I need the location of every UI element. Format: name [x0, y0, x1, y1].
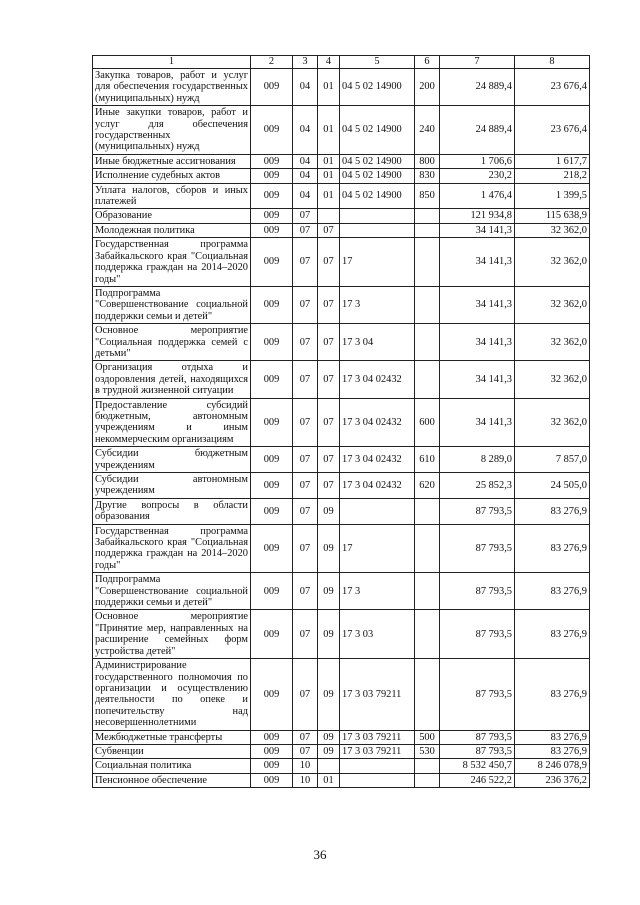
header-row — [93, 56, 590, 69]
table-row — [93, 324, 590, 361]
subsection-code-cell: 01 — [318, 69, 340, 106]
table-row — [93, 361, 590, 398]
amount-col8-cell: 32 362,0 — [515, 324, 590, 361]
amount-col8-cell: 218,2 — [515, 169, 590, 183]
subsection-code-cell: 07 — [318, 473, 340, 499]
row-name-cell: Субвенции — [93, 744, 251, 758]
subsection-code-cell: 01 — [318, 106, 340, 155]
amount-col7-cell: 87 793,5 — [440, 498, 515, 524]
section-code-cell: 04 — [293, 169, 318, 183]
section-code-cell: 07 — [293, 659, 318, 730]
amount-col7-cell: 87 793,5 — [440, 730, 515, 744]
ministry-code-cell: 009 — [251, 759, 293, 773]
target-article-cell: 04 5 02 14900 — [340, 154, 415, 168]
page-number: 36 — [313, 847, 327, 862]
target-article-cell: 04 5 02 14900 — [340, 183, 415, 209]
section-code-cell: 07 — [293, 744, 318, 758]
section-code-cell: 10 — [293, 759, 318, 773]
ministry-code-cell: 009 — [251, 154, 293, 168]
target-article-cell: 17 3 04 02432 — [340, 398, 415, 447]
section-code-cell: 07 — [293, 286, 318, 323]
row-name-cell: Пенсионное обеспечение — [93, 773, 251, 787]
expense-type-cell: 600 — [415, 398, 440, 447]
amount-col8-cell: 7 857,0 — [515, 447, 590, 473]
expense-type-cell — [415, 610, 440, 659]
table-row — [93, 773, 590, 787]
amount-col8-cell: 83 276,9 — [515, 573, 590, 610]
subsection-code-cell: 07 — [318, 398, 340, 447]
amount-col7-cell: 121 934,8 — [440, 209, 515, 223]
ministry-code-cell: 009 — [251, 106, 293, 155]
subsection-code-cell: 09 — [318, 498, 340, 524]
subsection-code-cell: 07 — [318, 286, 340, 323]
expense-type-cell: 500 — [415, 730, 440, 744]
subsection-code-cell: 09 — [318, 524, 340, 573]
amount-col7-cell: 87 793,5 — [440, 524, 515, 573]
amount-col8-cell: 32 362,0 — [515, 398, 590, 447]
target-article-cell: 17 — [340, 238, 415, 287]
amount-col7-cell: 24 889,4 — [440, 69, 515, 106]
target-article-cell: 04 5 02 14900 — [340, 169, 415, 183]
section-code-cell: 07 — [293, 473, 318, 499]
ministry-code-cell: 009 — [251, 238, 293, 287]
table-row — [93, 744, 590, 758]
section-code-cell: 07 — [293, 324, 318, 361]
expense-type-cell: 200 — [415, 69, 440, 106]
section-code-cell: 04 — [293, 183, 318, 209]
table-body — [93, 56, 590, 788]
subsection-code-cell: 01 — [318, 169, 340, 183]
row-name-cell: Субсидии автономным учреждениям — [93, 473, 251, 499]
amount-col8-cell: 23 676,4 — [515, 69, 590, 106]
row-name-cell: Социальная политика — [93, 759, 251, 773]
expense-type-cell — [415, 209, 440, 223]
section-code-cell: 07 — [293, 730, 318, 744]
subsection-code-cell: 09 — [318, 659, 340, 730]
target-article-cell: 17 — [340, 524, 415, 573]
section-code-cell: 07 — [293, 361, 318, 398]
table-row — [93, 223, 590, 237]
target-article-cell: 17 3 03 79211 — [340, 744, 415, 758]
row-name-cell: Государственная программа Забайкальского края "Социальная поддержка граждан на 2014–2020 годы" — [93, 524, 251, 573]
subsection-code-cell — [318, 209, 340, 223]
ministry-code-cell: 009 — [251, 361, 293, 398]
ministry-code-cell: 009 — [251, 286, 293, 323]
subsection-code-cell: 01 — [318, 154, 340, 168]
amount-col7-cell: 87 793,5 — [440, 610, 515, 659]
amount-col8-cell: 83 276,9 — [515, 659, 590, 730]
ministry-code-cell: 009 — [251, 573, 293, 610]
target-article-cell — [340, 773, 415, 787]
target-article-cell: 17 3 04 02432 — [340, 473, 415, 499]
amount-col7-cell: 8 289,0 — [440, 447, 515, 473]
amount-col7-cell: 8 532 450,7 — [440, 759, 515, 773]
header-cell: 6 — [415, 56, 440, 69]
amount-col8-cell: 83 276,9 — [515, 498, 590, 524]
ministry-code-cell: 009 — [251, 183, 293, 209]
table-row — [93, 473, 590, 499]
amount-col8-cell: 24 505,0 — [515, 473, 590, 499]
table-row — [93, 209, 590, 223]
table-row — [93, 238, 590, 287]
row-name-cell: Субсидии бюджетным учреждениям — [93, 447, 251, 473]
ministry-code-cell: 009 — [251, 659, 293, 730]
subsection-code-cell: 07 — [318, 238, 340, 287]
section-code-cell: 07 — [293, 610, 318, 659]
section-code-cell: 07 — [293, 524, 318, 573]
budget-table — [92, 55, 590, 788]
row-name-cell: Другие вопросы в области образования — [93, 498, 251, 524]
amount-col8-cell: 83 276,9 — [515, 524, 590, 573]
table-row — [93, 286, 590, 323]
ministry-code-cell: 009 — [251, 610, 293, 659]
table-row — [93, 573, 590, 610]
expense-type-cell — [415, 324, 440, 361]
amount-col8-cell: 83 276,9 — [515, 610, 590, 659]
expense-type-cell — [415, 524, 440, 573]
target-article-cell: 17 3 04 02432 — [340, 447, 415, 473]
table-row — [93, 106, 590, 155]
expense-type-cell: 800 — [415, 154, 440, 168]
expense-type-cell: 530 — [415, 744, 440, 758]
expense-type-cell — [415, 773, 440, 787]
expense-type-cell: 830 — [415, 169, 440, 183]
expense-type-cell — [415, 361, 440, 398]
amount-col7-cell: 34 141,3 — [440, 238, 515, 287]
subsection-code-cell: 07 — [318, 447, 340, 473]
expense-type-cell: 620 — [415, 473, 440, 499]
ministry-code-cell: 009 — [251, 398, 293, 447]
ministry-code-cell: 009 — [251, 524, 293, 573]
subsection-code-cell: 01 — [318, 773, 340, 787]
expense-type-cell — [415, 286, 440, 323]
header-cell: 4 — [318, 56, 340, 69]
section-code-cell: 07 — [293, 223, 318, 237]
target-article-cell: 17 3 — [340, 286, 415, 323]
amount-col7-cell: 1 476,4 — [440, 183, 515, 209]
section-code-cell: 07 — [293, 209, 318, 223]
header-cell: 2 — [251, 56, 293, 69]
target-article-cell: 17 3 03 79211 — [340, 730, 415, 744]
row-name-cell: Молодежная политика — [93, 223, 251, 237]
subsection-code-cell: 09 — [318, 744, 340, 758]
amount-col8-cell: 83 276,9 — [515, 730, 590, 744]
amount-col8-cell: 32 362,0 — [515, 286, 590, 323]
table-row — [93, 398, 590, 447]
amount-col7-cell: 246 522,2 — [440, 773, 515, 787]
amount-col7-cell: 34 141,3 — [440, 398, 515, 447]
amount-col8-cell: 1 399,5 — [515, 183, 590, 209]
ministry-code-cell: 009 — [251, 209, 293, 223]
ministry-code-cell: 009 — [251, 730, 293, 744]
header-cell: 8 — [515, 56, 590, 69]
row-name-cell: Предоставление субсидий бюджетным, автономным учреждениям и иным некоммерческим организациям — [93, 398, 251, 447]
amount-col8-cell: 23 676,4 — [515, 106, 590, 155]
table-row — [93, 154, 590, 168]
row-name-cell: Организация отдыха и оздоровления детей, находящихся в трудной жизненной ситуации — [93, 361, 251, 398]
amount-col7-cell: 34 141,3 — [440, 361, 515, 398]
section-code-cell: 04 — [293, 69, 318, 106]
table-row — [93, 610, 590, 659]
table-row — [93, 183, 590, 209]
ministry-code-cell: 009 — [251, 324, 293, 361]
amount-col7-cell: 24 889,4 — [440, 106, 515, 155]
target-article-cell — [340, 223, 415, 237]
target-article-cell: 04 5 02 14900 — [340, 69, 415, 106]
subsection-code-cell: 07 — [318, 361, 340, 398]
row-name-cell: Основное мероприятие "Принятие мер, направленных на расширение семейных форм устройства детей" — [93, 610, 251, 659]
ministry-code-cell: 009 — [251, 744, 293, 758]
amount-col7-cell: 34 141,3 — [440, 223, 515, 237]
table-row — [93, 524, 590, 573]
target-article-cell — [340, 209, 415, 223]
target-article-cell: 17 3 — [340, 573, 415, 610]
section-code-cell: 07 — [293, 447, 318, 473]
expense-type-cell: 850 — [415, 183, 440, 209]
target-article-cell: 17 3 04 — [340, 324, 415, 361]
section-code-cell: 07 — [293, 498, 318, 524]
table-row — [93, 659, 590, 730]
subsection-code-cell: 09 — [318, 610, 340, 659]
table-row — [93, 69, 590, 106]
subsection-code-cell — [318, 759, 340, 773]
row-name-cell: Исполнение судебных актов — [93, 169, 251, 183]
section-code-cell: 04 — [293, 154, 318, 168]
row-name-cell: Закупка товаров, работ и услуг для обеспечения государственных (муниципальных) нужд — [93, 69, 251, 106]
subsection-code-cell: 09 — [318, 730, 340, 744]
row-name-cell: Образование — [93, 209, 251, 223]
target-article-cell: 17 3 03 — [340, 610, 415, 659]
ministry-code-cell: 009 — [251, 773, 293, 787]
amount-col7-cell: 87 793,5 — [440, 744, 515, 758]
row-name-cell: Администрирование государственного полномочия по организации и осуществлению деятельности по опеке и попечительству над несовершеннолетними — [93, 659, 251, 730]
expense-type-cell — [415, 659, 440, 730]
amount-col7-cell: 87 793,5 — [440, 573, 515, 610]
header-cell: 1 — [93, 56, 251, 69]
amount-col8-cell: 32 362,0 — [515, 223, 590, 237]
row-name-cell: Подпрограмма "Совершенствование социальной поддержки семьи и детей" — [93, 573, 251, 610]
table-row — [93, 169, 590, 183]
amount-col7-cell: 87 793,5 — [440, 659, 515, 730]
section-code-cell: 07 — [293, 398, 318, 447]
row-name-cell: Основное мероприятие "Социальная поддержка семей с детьми" — [93, 324, 251, 361]
target-article-cell — [340, 759, 415, 773]
row-name-cell: Иные бюджетные ассигнования — [93, 154, 251, 168]
section-code-cell: 04 — [293, 106, 318, 155]
table-row — [93, 730, 590, 744]
target-article-cell: 17 3 03 79211 — [340, 659, 415, 730]
section-code-cell: 07 — [293, 238, 318, 287]
amount-col8-cell: 32 362,0 — [515, 238, 590, 287]
section-code-cell: 10 — [293, 773, 318, 787]
amount-col7-cell: 25 852,3 — [440, 473, 515, 499]
expense-type-cell — [415, 498, 440, 524]
section-code-cell: 07 — [293, 573, 318, 610]
amount-col7-cell: 34 141,3 — [440, 324, 515, 361]
target-article-cell: 17 3 04 02432 — [340, 361, 415, 398]
expense-type-cell — [415, 573, 440, 610]
table-row — [93, 759, 590, 773]
ministry-code-cell: 009 — [251, 447, 293, 473]
ministry-code-cell: 009 — [251, 69, 293, 106]
row-name-cell: Государственная программа Забайкальского края "Социальная поддержка граждан на 2014–2020 годы" — [93, 238, 251, 287]
amount-col7-cell: 1 706,6 — [440, 154, 515, 168]
ministry-code-cell: 009 — [251, 473, 293, 499]
header-cell: 7 — [440, 56, 515, 69]
subsection-code-cell: 09 — [318, 573, 340, 610]
subsection-code-cell: 01 — [318, 183, 340, 209]
row-name-cell: Уплата налогов, сборов и иных платежей — [93, 183, 251, 209]
expense-type-cell: 610 — [415, 447, 440, 473]
subsection-code-cell: 07 — [318, 324, 340, 361]
ministry-code-cell: 009 — [251, 498, 293, 524]
amount-col7-cell: 230,2 — [440, 169, 515, 183]
amount-col7-cell: 34 141,3 — [440, 286, 515, 323]
row-name-cell: Иные закупки товаров, работ и услуг для обеспечения государственных (муниципальных) нужд — [93, 106, 251, 155]
target-article-cell — [340, 498, 415, 524]
target-article-cell: 04 5 02 14900 — [340, 106, 415, 155]
row-name-cell: Межбюджетные трансферты — [93, 730, 251, 744]
expense-type-cell — [415, 223, 440, 237]
expense-type-cell: 240 — [415, 106, 440, 155]
amount-col8-cell: 8 246 078,9 — [515, 759, 590, 773]
row-name-cell: Подпрограмма "Совершенствование социальной поддержки семьи и детей" — [93, 286, 251, 323]
amount-col8-cell: 1 617,7 — [515, 154, 590, 168]
ministry-code-cell: 009 — [251, 169, 293, 183]
ministry-code-cell: 009 — [251, 223, 293, 237]
header-cell: 5 — [340, 56, 415, 69]
table-row — [93, 498, 590, 524]
expense-type-cell — [415, 759, 440, 773]
amount-col8-cell: 32 362,0 — [515, 361, 590, 398]
amount-col8-cell: 83 276,9 — [515, 744, 590, 758]
table-row — [93, 447, 590, 473]
subsection-code-cell: 07 — [318, 223, 340, 237]
amount-col8-cell: 236 376,2 — [515, 773, 590, 787]
amount-col8-cell: 115 638,9 — [515, 209, 590, 223]
header-cell: 3 — [293, 56, 318, 69]
expense-type-cell — [415, 238, 440, 287]
